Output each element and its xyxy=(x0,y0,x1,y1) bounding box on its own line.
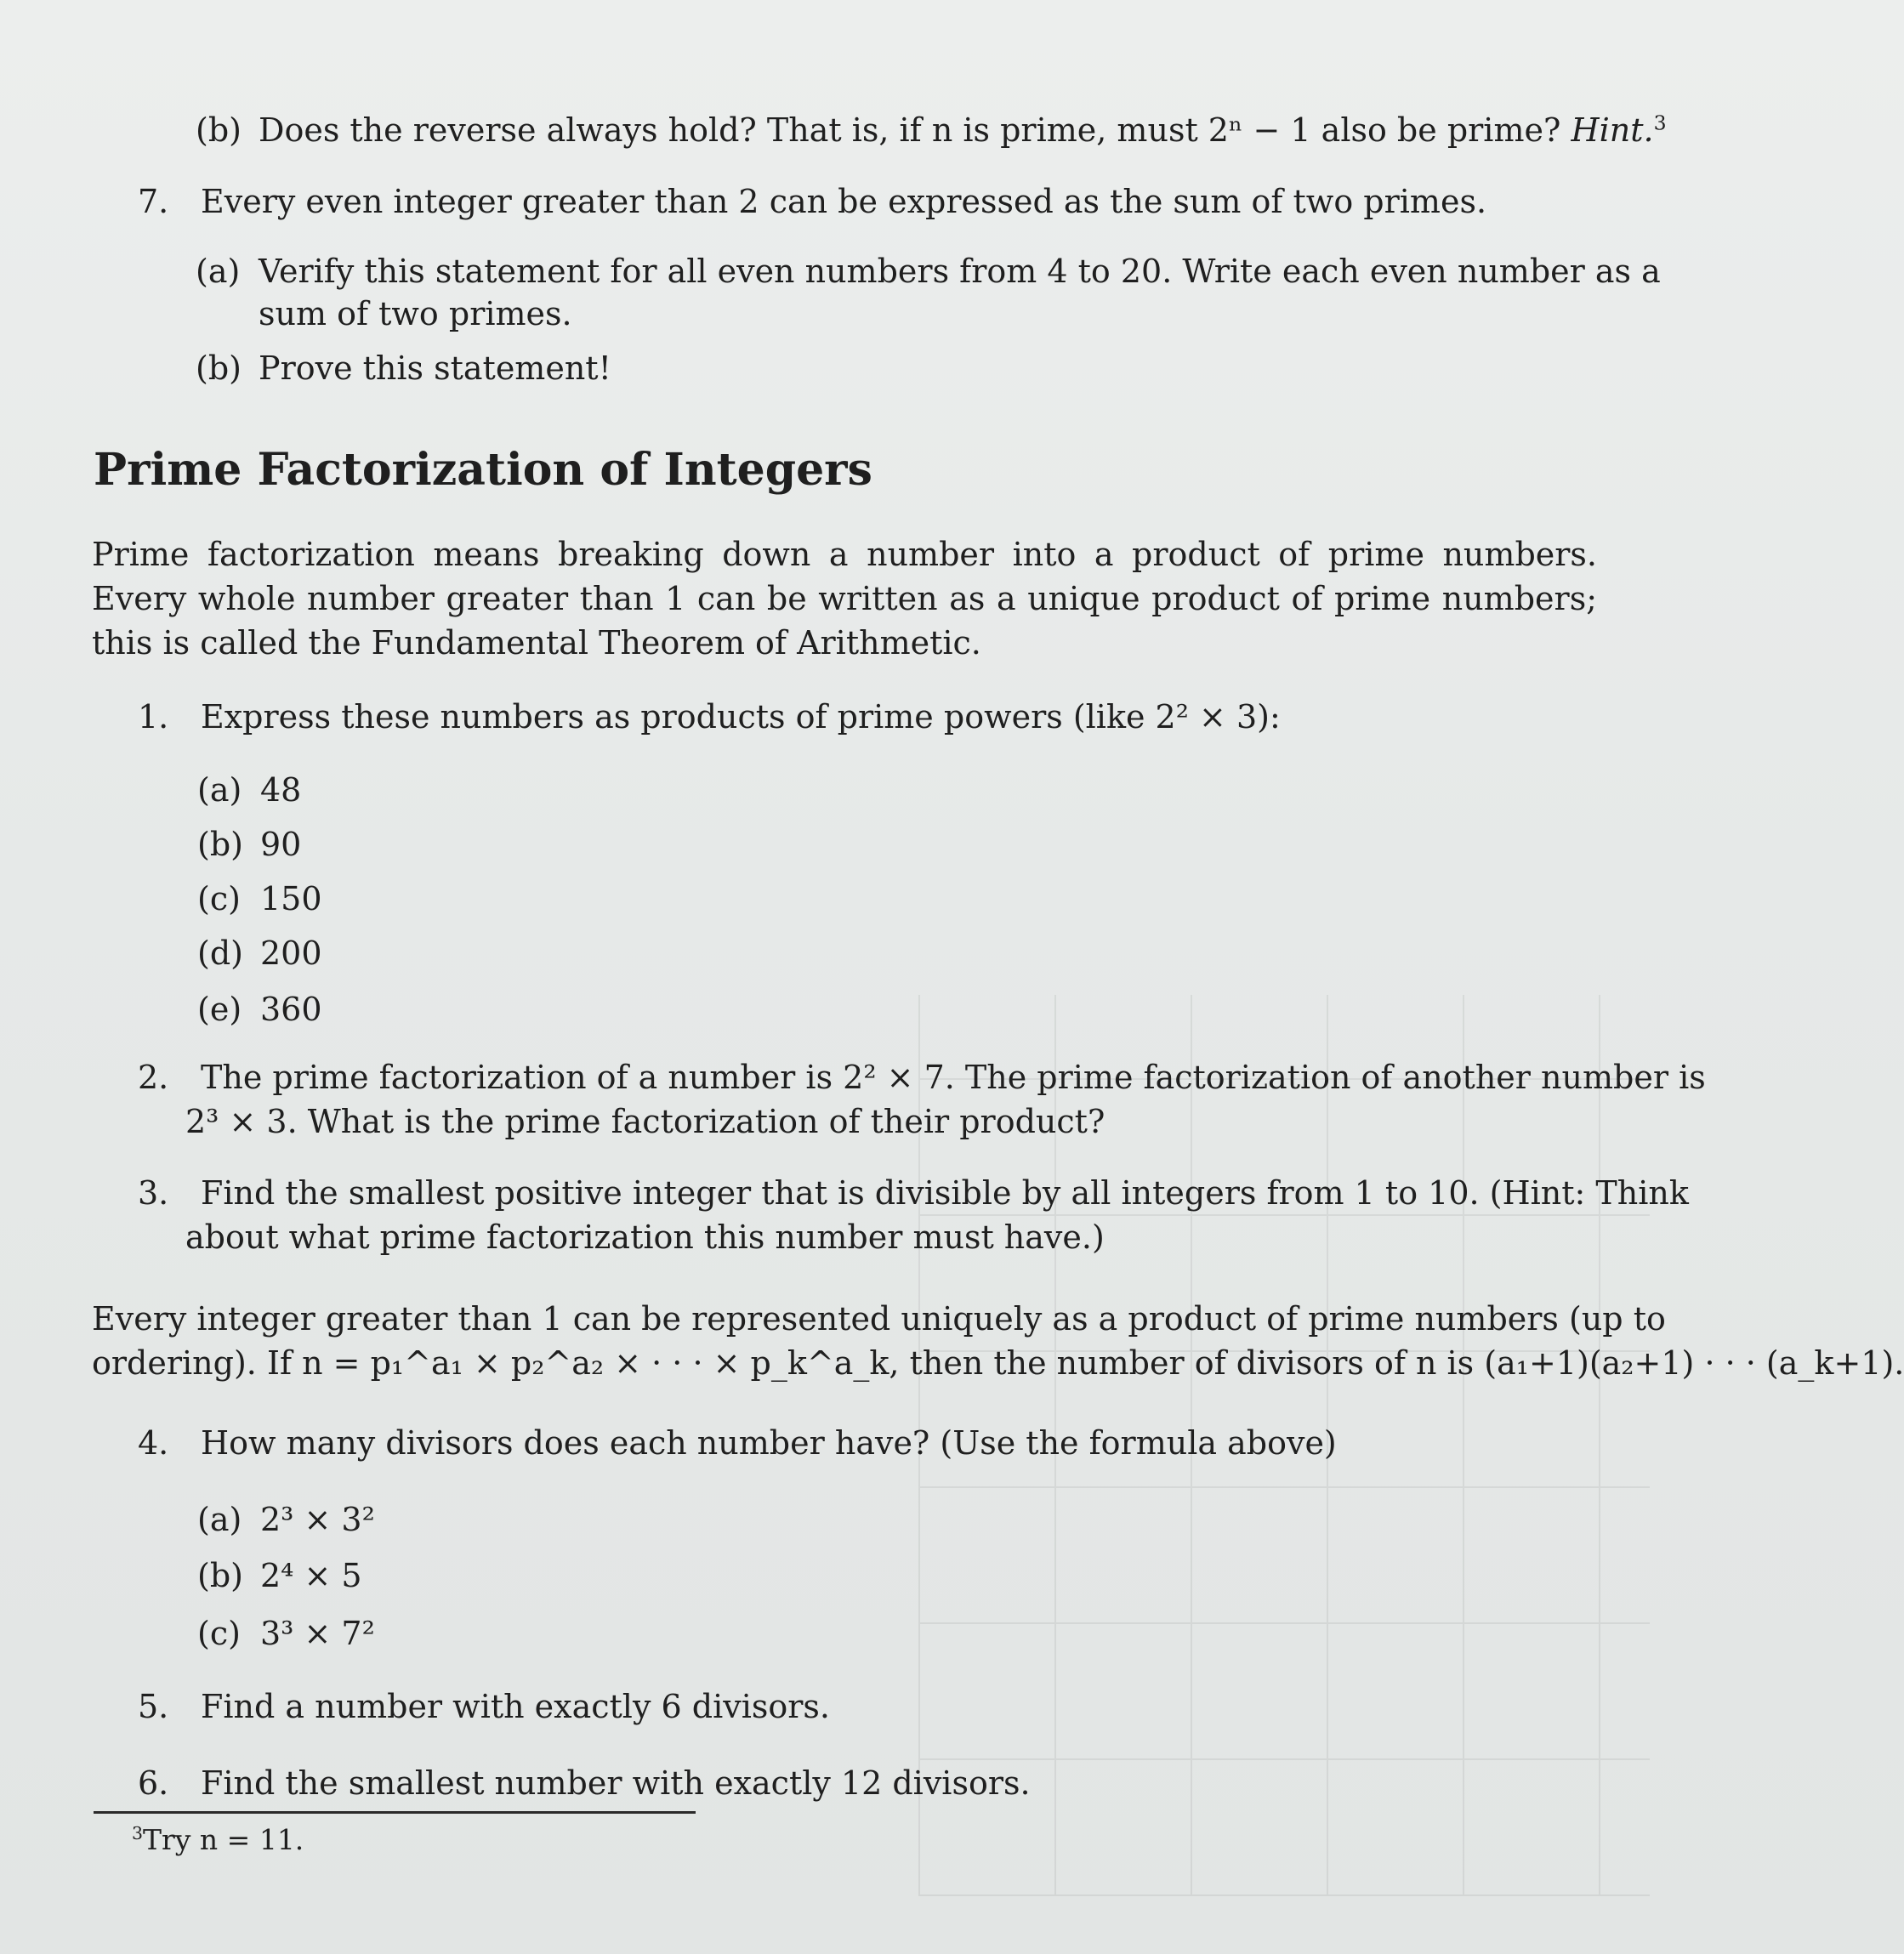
problem-5-text: Find a number with exactly 6 divisors. xyxy=(201,1688,830,1725)
problem-4a xyxy=(197,1498,375,1541)
problem-4a-label: (a) xyxy=(197,1501,242,1538)
problem-4-text: How many divisors does each number have? (Use the formula above) xyxy=(201,1424,1337,1462)
problem-4 xyxy=(138,1422,1337,1464)
problem-1 xyxy=(138,696,1281,738)
section-intro: Prime factorization means breaking down a number into a product of prime numbers. Every whole number greater than 1 can be written as a unique product of prime numbers; this is called the Fundamental Theorem of Arithmetic. xyxy=(92,536,1597,662)
question-6b-label: (b) xyxy=(196,111,242,149)
problem-1d xyxy=(197,932,322,974)
problem-1d-label: (d) xyxy=(197,934,243,972)
question-7a-continued: sum of two primes. xyxy=(259,295,572,332)
divisor-paragraph-line-1: Every integer greater than 1 can be represented uniquely as a product of prime numbers (up to xyxy=(92,1300,1666,1338)
problem-5-label: 5. xyxy=(138,1688,169,1725)
problem-1e-value: 360 xyxy=(260,991,322,1028)
section-title: Prime Factorization of Integers xyxy=(94,444,872,496)
problem-1c xyxy=(197,878,322,920)
question-7a xyxy=(196,250,1661,293)
divisor-paragraph-line-2: ordering). If n = p₁^a₁ × p₂^a₂ × · · · × p_k^a_k, then the number of divisors of n is (a₁+1)(a₂+1) · · · (a_k+1). xyxy=(92,1344,1904,1382)
question-6b-text: Does the reverse always hold? That is, if n is prime, must 2ⁿ − 1 also be prime? xyxy=(259,111,1561,149)
problem-4b xyxy=(197,1554,362,1597)
problem-2-text-1: The prime factorization of a number is 2² × 7. The prime factorization of another number is xyxy=(201,1059,1706,1096)
problem-4b-label: (b) xyxy=(197,1557,243,1594)
footnote-ref: 3 xyxy=(1653,111,1667,135)
problem-1c-value: 150 xyxy=(260,880,322,917)
problem-1a xyxy=(197,769,301,811)
problem-3-label: 3. xyxy=(138,1174,169,1212)
problem-5 xyxy=(138,1685,830,1728)
problem-6 xyxy=(138,1762,1031,1804)
problem-1-label: 1. xyxy=(138,698,169,736)
problem-2-label: 2. xyxy=(138,1059,169,1096)
question-7 xyxy=(138,180,1486,223)
question-7a-text-1: Verify this statement for all even numbers from 4 to 20. Write each even number as a xyxy=(259,253,1661,290)
problem-1b-value: 90 xyxy=(260,826,302,863)
question-6b xyxy=(196,109,1667,151)
problem-4-label: 4. xyxy=(138,1424,169,1462)
question-7b xyxy=(196,347,611,389)
question-7a-label: (a) xyxy=(196,253,241,290)
problem-6-text: Find the smallest number with exactly 12 divisors. xyxy=(201,1764,1031,1802)
problem-3 xyxy=(138,1172,1689,1214)
problem-1d-value: 200 xyxy=(260,934,322,972)
problem-1a-value: 48 xyxy=(260,771,302,809)
question-7b-label: (b) xyxy=(196,349,242,387)
problem-1-text: Express these numbers as products of prime powers (like 2² × 3): xyxy=(201,698,1281,736)
problem-2-continued: 2³ × 3. What is the prime factorization of their product? xyxy=(185,1103,1105,1140)
problem-4b-value: 2⁴ × 5 xyxy=(260,1557,362,1594)
problem-1c-label: (c) xyxy=(197,880,241,917)
problem-1e xyxy=(197,988,322,1031)
problem-3-text-1: Find the smallest positive integer that is divisible by all integers from 1 to 10. (Hint: Think xyxy=(201,1174,1689,1212)
problem-1e-label: (e) xyxy=(197,991,242,1028)
problem-4a-value: 2³ × 3² xyxy=(260,1501,375,1538)
footnote-mark: 3 xyxy=(132,1823,144,1843)
problem-2 xyxy=(138,1056,1706,1099)
problem-1b xyxy=(197,823,301,866)
problem-4c xyxy=(197,1612,375,1655)
question-7b-text: Prove this statement! xyxy=(259,349,611,387)
question-7-label: 7. xyxy=(138,183,169,220)
footnote xyxy=(132,1821,304,1859)
question-7-text: Every even integer greater than 2 can be expressed as the sum of two primes. xyxy=(201,183,1487,220)
footnote-text: Try n = 11. xyxy=(143,1823,304,1856)
problem-1a-label: (a) xyxy=(197,771,242,809)
problem-4c-label: (c) xyxy=(197,1615,241,1652)
footnote-rule xyxy=(94,1811,696,1814)
problem-4c-value: 3³ × 7² xyxy=(260,1615,375,1652)
problem-3-continued: about what prime factorization this number must have.) xyxy=(185,1218,1105,1256)
problem-1b-label: (b) xyxy=(197,826,243,863)
problem-6-label: 6. xyxy=(138,1764,169,1802)
hint-link[interactable]: Hint. xyxy=(1571,111,1654,149)
